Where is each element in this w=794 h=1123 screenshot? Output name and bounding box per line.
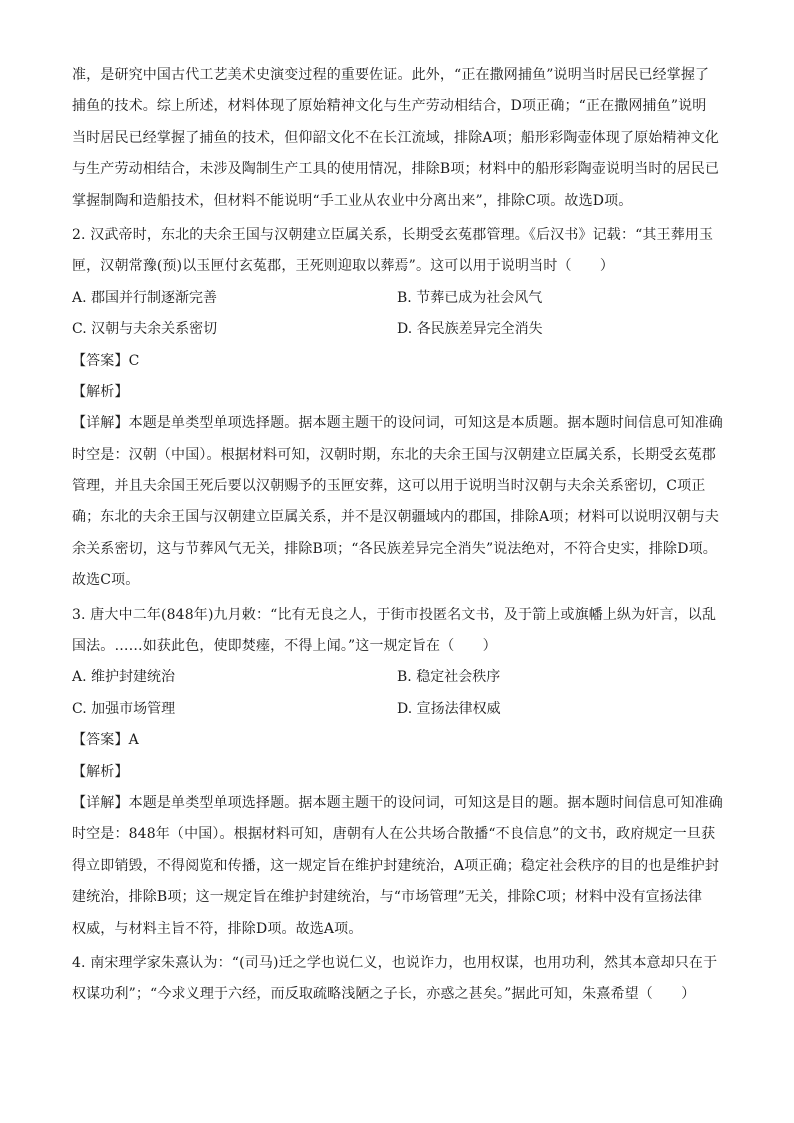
analysis-label: 【解析】 [72, 383, 129, 400]
option-c: C. 汉朝与夫余关系密切 [72, 321, 218, 338]
previous-explanation [72, 60, 722, 217]
detail-line: 确；东北的夫余王国与汉朝建立臣属关系，并不是汉朝疆域内的郡国，排除A项；材料可以说明汉朝与夫 [72, 509, 720, 526]
detail-line: 时空是：汉朝（中国）。根据材料可知，汉朝时期，东北的夫余王国与汉朝建立臣属关系，长期受玄菟郡 [72, 446, 716, 463]
options-row [72, 314, 722, 345]
detail-line: 【详解】本题是单类型单项选择题。据本题主题干的设问词，可知这是目的题。据本题时间信息可知准确 [72, 794, 723, 811]
option-c: C. 加强市场管理 [72, 700, 176, 717]
option-d: D. 宣扬法律权威 [397, 700, 501, 717]
question-stem: 4. 南宋理学家朱熹认为：“(司马)迁之学也说仁义，也说诈力，也用权谋，也用功利，然其本意却只在于 [72, 954, 718, 971]
option-a: A. 郡国并行制逐渐完善 [72, 289, 218, 306]
detail-line: 建统治，排除B项；这一规定旨在维护封建统治，与“市场管理”无关，排除C项；材料中没有宣扬法律 [72, 889, 703, 906]
text-line: 准，是研究中国古代工艺美术史演变过程的重要佐证。此外，“正在撒网捕鱼”说明当时居民已经掌握了 [72, 67, 710, 83]
question-stem: 权谋功利”；“今求义理于六经，而反取疏略浅陋之子长，亦惑之甚矣。”据此可知，朱熹希望（ ） [72, 986, 696, 1003]
option-b: B. 节葬已成为社会风气 [397, 289, 543, 306]
options-row [72, 694, 722, 725]
document-page [72, 60, 722, 1011]
option-a: A. 维护封建统治 [72, 669, 176, 686]
answer-line [72, 725, 722, 756]
analysis-label: 【解析】 [72, 763, 129, 780]
detail-line: 管理，并且夫余国王死后要以汉朝赐予的玉匣安葬，这可以用于说明当时汉朝与夫余关系密切，C项正 [72, 478, 706, 495]
question-4 [72, 948, 722, 1011]
question-stem: 2. 汉武帝时，东北的夫余王国与汉朝建立臣属关系，长期受玄菟郡管理。《后汉书》记载：“其王葬用玉 [72, 226, 714, 243]
question-3 [72, 600, 722, 945]
option-b: B. 稳定社会秩序 [397, 669, 501, 686]
detail-line: 得立即销毁，不得阅览和传播，这一规定旨在维护封建统治，A项正确；稳定社会秩序的目的也是维护封 [72, 857, 720, 874]
text-line: 当时居民已经掌握了捕鱼的技术，但仰韶文化不在长江流域，排除A项；船形彩陶壶体现了原始精神文化 [72, 129, 720, 146]
question-2 [72, 220, 722, 597]
answer-value: A [128, 732, 139, 749]
options-row [72, 283, 722, 314]
detail-line: 权威，与材料主旨不符，排除D项。故选A项。 [72, 920, 363, 937]
options-row [72, 662, 722, 693]
detail-line: 【详解】本题是单类型单项选择题。据本题主题干的设问词，可知这是本质题。据本题时间信息可知准确 [72, 415, 723, 432]
detail-line: 故选C项。 [72, 572, 140, 589]
answer-label: 【答案】 [72, 732, 129, 749]
text-line: 掌握制陶和造船技术，但材料不能说明“手工业从农业中分离出来”，排除C项。故选D项。 [72, 192, 633, 209]
question-stem: 国法。……如获此色，使即焚瘗，不得上闻。”这一规定旨在（ ） [72, 638, 497, 655]
answer-label: 【答案】 [72, 352, 129, 369]
question-stem: 匣，汉朝常豫(预)以玉匣付玄菟郡，王死则迎取以葬焉”。这可以用于说明当时（ ） [72, 258, 615, 275]
answer-line [72, 346, 722, 377]
text-line: 与生产劳动相结合，未涉及陶制生产工具的使用情况，排除B项；材料中的船形彩陶壶说明当时的居民已 [72, 161, 720, 178]
detail-line: 时空是：848年（中国）。根据材料可知，唐朝有人在公共场合散播“不良信息”的文书，政府规定一旦获 [72, 826, 716, 843]
detail-line: 余关系密切，这与节葬风气无关，排除B项；“各民族差异完全消失”说法绝对，不符合史实，排除D项。 [72, 540, 717, 557]
option-d: D. 各民族差异完全消失 [397, 321, 543, 338]
question-stem: 3. 唐大中二年(848年)九月敕：“比有无良之人，于街市投匿名文书，及于箭上或旗幡上纵为奸言，以乱 [72, 606, 717, 623]
answer-value: C [128, 352, 140, 369]
text-line: 捕鱼的技术。综上所述，材料体现了原始精神文化与生产劳动相结合，D项正确；“正在撒网捕鱼”说明 [72, 98, 707, 115]
